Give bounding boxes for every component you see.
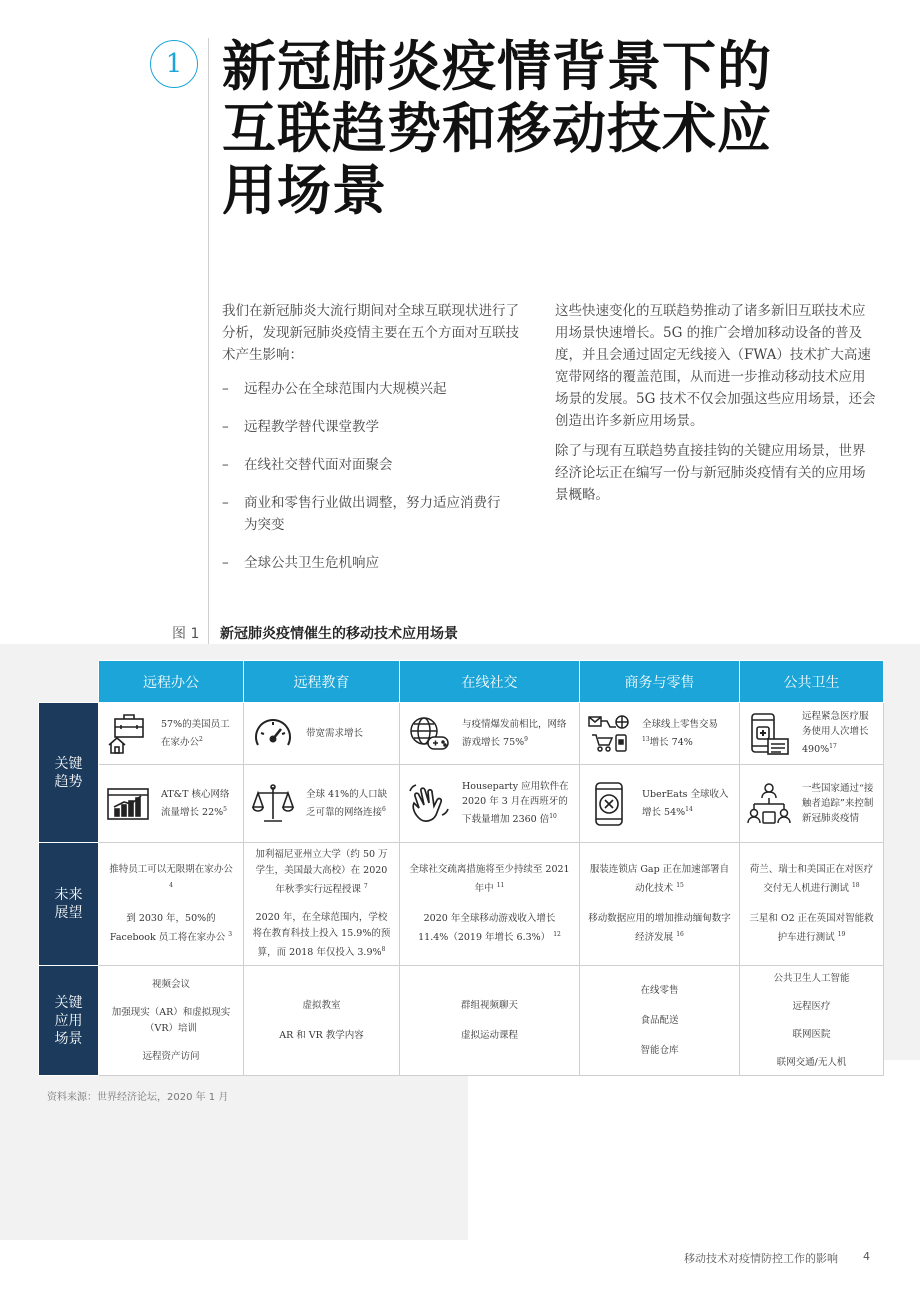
outlook-item: 2020 年，在全球范围内，学校将在教育科技上投入 15.9%的预算，而 2018 年仅投入 3.9%$^8$ xyxy=(252,912,391,959)
outlook-cell xyxy=(400,843,580,966)
column-header: 远程教育 xyxy=(244,661,400,703)
usecase-cell xyxy=(400,966,580,1076)
figure-label: 图 1 xyxy=(172,626,200,642)
trend-cell xyxy=(244,703,400,765)
column-header: 在线社交 xyxy=(400,661,580,703)
list-item xyxy=(222,492,532,536)
title-line: 用场景 xyxy=(222,159,387,222)
usecase-cell xyxy=(99,966,244,1076)
row-header-label: 未来展望 xyxy=(54,887,83,922)
outlook-item: 推特员工可以无限期在家办公 $^4$ xyxy=(109,864,233,889)
chapter-number: 1 xyxy=(165,49,183,79)
source-note: 资料来源：世界经济论坛，2020 年 1 月 xyxy=(47,1092,229,1103)
body-paragraph: 这些快速变化的互联趋势推动了诸多新旧互联技术应用场景快速增长。5G 的推广会增加移动设备的普及度，并且会通过固定无线接入（FWA）技术扩大高速宽带网络的覆盖范围，从而进一步推动移动技术应用场景的发展。5G 技术不仅会加强这些应用场景，还会创造出许多新应用场景。 xyxy=(555,303,876,429)
briefcase-house-icon xyxy=(105,711,151,757)
trend-cell xyxy=(400,765,580,843)
phone-food-icon xyxy=(586,781,632,827)
dash-marker: – xyxy=(222,555,229,571)
usecase-item: 联网交通/无人机 xyxy=(776,1056,847,1068)
trend-cell xyxy=(580,765,740,843)
usecase-item: 虚拟运动课程 xyxy=(460,1029,518,1041)
outlook-item: 2020 年全球移动游戏收入增长 11.4%（2019 年增长 6.3%） $^{12}$ xyxy=(418,913,561,944)
list-item xyxy=(222,378,532,400)
list-item xyxy=(222,416,532,438)
trend-cell xyxy=(99,703,244,765)
trend-text: 与疫情爆发前相比，网络游戏增长 75%$^9$ xyxy=(462,718,567,749)
row-header-label: 关键趋势 xyxy=(54,755,83,790)
outlook-item: 三星和 O2 正在英国对智能救护车进行测试 $^{19}$ xyxy=(749,913,874,944)
usecase-item: 虚拟教室 xyxy=(302,999,341,1011)
chapter-divider xyxy=(208,38,209,638)
dash-marker: – xyxy=(222,419,229,435)
column-header: 远程办公 xyxy=(99,661,244,703)
usecase-item: 智能仓库 xyxy=(640,1044,679,1056)
usecase-item: 远程资产访问 xyxy=(142,1050,200,1062)
title-line: 新冠肺炎疫情背景下的 xyxy=(222,35,772,98)
dash-marker: – xyxy=(222,381,229,397)
trend-cell xyxy=(400,703,580,765)
usecase-item: 在线零售 xyxy=(640,984,679,996)
outlook-cell xyxy=(244,843,400,966)
trend-text: 一些国家通过“接触者追踪”来控制新冠肺炎疫情 xyxy=(802,783,874,824)
list-item-text: 在线社交替代面对面聚会 xyxy=(244,457,393,473)
trend-text: AT&T 核心网络流量增长 22%$^5$ xyxy=(161,788,230,819)
footer-title: 移动技术对疫情防控工作的影响 xyxy=(684,1252,838,1265)
trend-text: 远程紧急医疗服务使用人次增长 490%$^{17}$ xyxy=(802,711,869,756)
use-case-matrix xyxy=(38,660,884,1076)
figure-title: 新冠肺炎疫情催生的移动技术应用场景 xyxy=(220,626,458,642)
usecase-cell xyxy=(740,966,884,1076)
figure-divider xyxy=(208,618,209,644)
outlook-item: 全球社交疏离措施将至少持续至 2021 年中 $^{11}$ xyxy=(409,864,570,895)
outlook-item: 服装连锁店 Gap 正在加速部署自动化技术 $^{15}$ xyxy=(589,864,730,895)
usecase-item: 远程医疗 xyxy=(792,1000,831,1012)
trend-cell xyxy=(99,765,244,843)
row-header-label: 关键应用场景 xyxy=(54,994,83,1047)
list-item xyxy=(222,454,532,476)
outlook-item: 加利福尼亚州立大学（约 50 万学生，美国最大高校）在 2020 年秋季实行远程授课 $^7$ xyxy=(255,849,388,896)
page-title xyxy=(222,36,842,222)
usecase-item: 视频会议 xyxy=(151,978,190,990)
usecase-item: 联网医院 xyxy=(792,1028,831,1040)
trend-cell xyxy=(244,765,400,843)
retail-network-icon xyxy=(586,711,632,757)
row-header-trends xyxy=(39,703,99,843)
body-paragraph: 除了与现有互联趋势直接挂钩的关键应用场景，世界经济论坛正在编写一份与新冠肺炎疫情有关的应用场景概略。 xyxy=(555,443,866,503)
trend-text: 57%的美国员工在家办公$^2$ xyxy=(161,718,230,749)
outlook-item: 荷兰、瑞士和美国正在对医疗交付无人机进行测试 $^{18}$ xyxy=(749,864,874,895)
trend-text: 带宽需求增长 xyxy=(306,728,364,739)
waving-hand-icon xyxy=(406,781,452,827)
usecase-item: 群组视频聊天 xyxy=(460,999,518,1011)
outlook-item: 移动数据应用的增加推动缅甸数字经济发展 $^{16}$ xyxy=(588,913,731,944)
column-header: 公共卫生 xyxy=(740,661,884,703)
list-item-text: 远程教学替代课堂教学 xyxy=(244,419,379,435)
usecase-item: AR 和 VR 教学内容 xyxy=(279,1029,364,1041)
chapter-number-badge xyxy=(150,40,198,88)
outlook-cell xyxy=(580,843,740,966)
outlook-cell xyxy=(740,843,884,966)
usecase-cell xyxy=(244,966,400,1076)
page-number: 4 xyxy=(863,1250,870,1263)
intro-paragraph: 我们在新冠肺炎大流行期间对全球互联现状进行了分析，发现新冠肺炎疫情主要在五个方面对互联技术产生影响： xyxy=(222,303,519,363)
title-line: 互联趋势和移动技术应 xyxy=(222,97,772,160)
usecase-item: 食品配送 xyxy=(640,1014,679,1026)
list-item-text: 商业和零售行业做出调整，努力适应消费行为突变 xyxy=(244,495,501,533)
trend-text: UberEats 全球收入增长 54%$^{14}$ xyxy=(642,788,729,819)
page-background xyxy=(468,1060,920,1240)
row-header-outlook xyxy=(39,843,99,966)
speedometer-icon xyxy=(250,711,296,757)
impact-list xyxy=(222,378,532,590)
trend-text: 全球 41%的人口缺乏可靠的网络连接$^6$ xyxy=(306,788,388,819)
trend-text: 全球线上零售交易 $^{13}$增长 74% xyxy=(642,718,719,749)
phone-medical-icon xyxy=(746,711,792,757)
row-header-usecases xyxy=(39,966,99,1076)
table-corner xyxy=(39,661,99,703)
usecase-item: 加强现实（AR）和虚拟现实（VR）培训 xyxy=(111,1006,231,1034)
trend-cell xyxy=(740,703,884,765)
trend-cell xyxy=(740,765,884,843)
dash-marker: – xyxy=(222,495,229,511)
trend-cell xyxy=(580,703,740,765)
trend-text: Houseparty 应用软件在 2020 年 3 月在西班牙的下载量增加 2360 倍$^{10}$ xyxy=(462,781,569,826)
dash-marker: – xyxy=(222,457,229,473)
bar-chart-icon xyxy=(105,781,151,827)
list-item-text: 全球公共卫生危机响应 xyxy=(244,555,379,571)
column-header: 商务与零售 xyxy=(580,661,740,703)
list-item xyxy=(222,552,532,574)
list-item-text: 远程办公在全球范围内大规模兴起 xyxy=(244,381,447,397)
usecase-cell xyxy=(580,966,740,1076)
outlook-cell xyxy=(99,843,244,966)
globe-gamepad-icon xyxy=(406,711,452,757)
contact-tracing-icon xyxy=(746,781,792,827)
outlook-item: 到 2030 年，50%的 Facebook 员工将在家办公 $^3$ xyxy=(109,913,233,944)
usecase-item: 公共卫生人工智能 xyxy=(773,972,850,984)
scales-icon xyxy=(250,781,296,827)
